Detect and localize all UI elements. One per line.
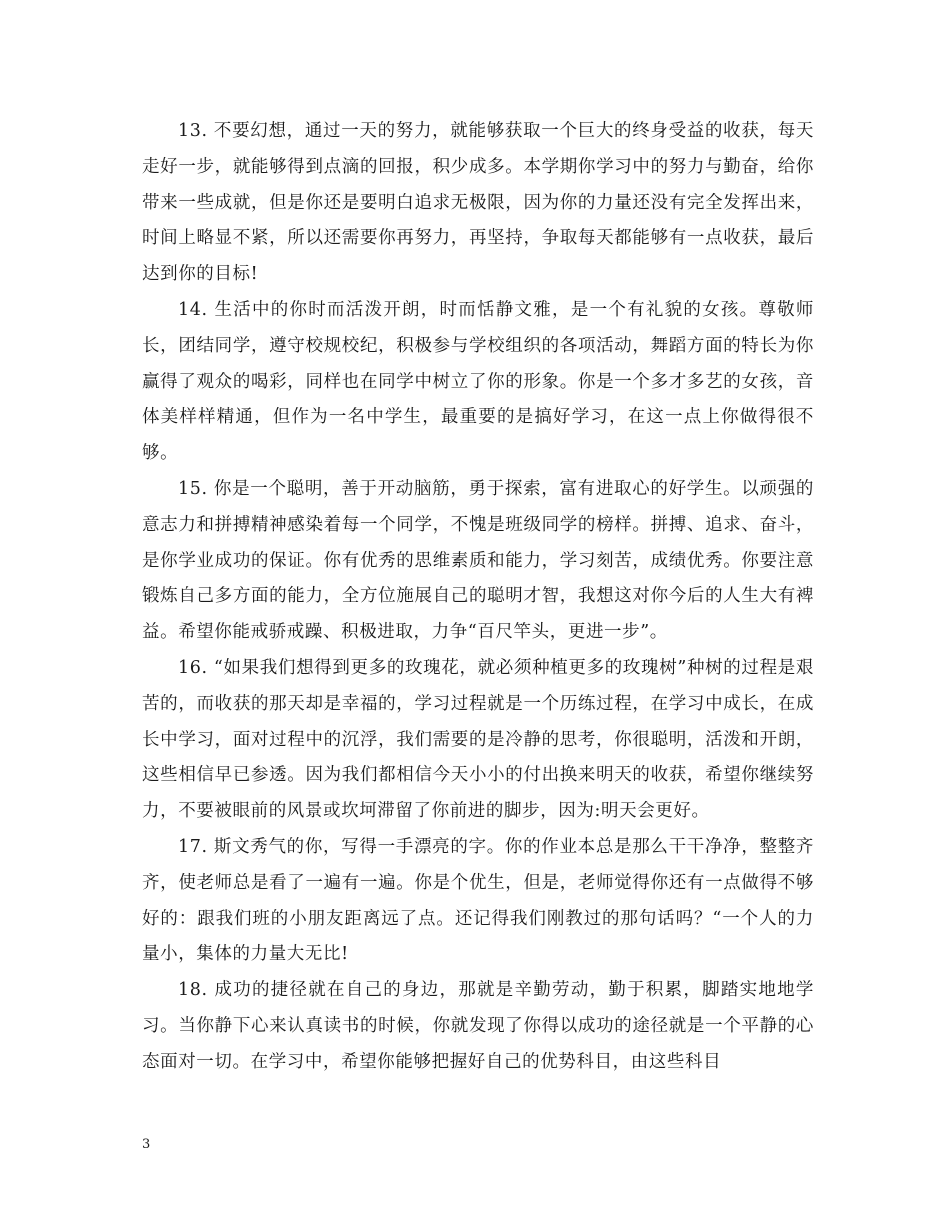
page-number: 3 <box>142 1137 151 1152</box>
paragraph-17: 17. 斯文秀气的你，写得一手漂亮的字。你的作业本总是那么干干净净，整整齐齐，使老师总是看了一遍有一遍。你是个优生，但是，老师觉得你还有一点做得不够好的：跟我们班的小朋友距离远了点。还记得我们刚教过的那句话吗？“一个人的力量小，集体的力量大无比! <box>142 836 814 965</box>
paragraph-13: 13. 不要幻想，通过一天的努力，就能够获取一个巨大的终身受益的收获，每天走好一步，就能够得到点滴的回报，积少成多。本学期你学习中的努力与勤奋，给你带来一些成就，但是你还是要明白追求无极限，因为你的力量还没有完全发挥出来，时间上略显不紧，所以还需要你再努力，再坚持，争取每天都能够有一点收获，最后达到你的目标! <box>142 121 814 285</box>
paragraph-18: 18. 成功的捷径就在自己的身边，那就是辛勤劳动，勤于积累，脚踏实地地学习。当你静下心来认真读书的时候，你就发现了你得以成功的途径就是一个平静的心态面对一切。在学习中，希望你能够把握好自己的优势科目，由这些科目 <box>142 980 814 1072</box>
document-body <box>142 114 814 1081</box>
paragraph-14: 14. 生活中的你时而活泼开朗，时而恬静文雅，是一个有礼貌的女孩。尊敬师长，团结同学，遵守校规校纪，积极参与学校组织的各项活动，舞蹈方面的特长为你赢得了观众的喝彩，同样也在同学中树立了你的形象。你是一个多才多艺的女孩，音体美样样精通，但作为一名中学生，最重要的是搞好学习，在这一点上你做得很不够。 <box>142 299 814 464</box>
paragraph-15: 15. 你是一个聪明，善于开动脑筋，勇于探索，富有进取心的好学生。以顽强的意志力和拼搏精神感染着每一个同学，不愧是班级同学的榜样。拼搏、追求、奋斗，是你学业成功的保证。你有优秀的思维素质和能力，学习刻苦，成绩优秀。你要注意锻炼自己多方面的能力，全方位施展自己的聪明才智，我想这对你今后的人生大有裨益。希望你能戒骄戒躁、积极进取，力争“百尺竿头，更进一步”。 <box>142 478 814 643</box>
paragraph-16: 16. “如果我们想得到更多的玫瑰花，就必须种植更多的玫瑰树”种树的过程是艰苦的，而收获的那天却是幸福的，学习过程就是一个历练过程，在学习中成长，在成长中学习，面对过程中的沉浮，我们需要的是冷静的思考，你很聪明，活泼和开朗，这些相信早已参透。因为我们都相信今天小小的付出换来明天的收获，希望你继续努力，不要被眼前的风景或坎坷滞留了你前进的脚步，因为:明天会更好。 <box>142 657 814 822</box>
